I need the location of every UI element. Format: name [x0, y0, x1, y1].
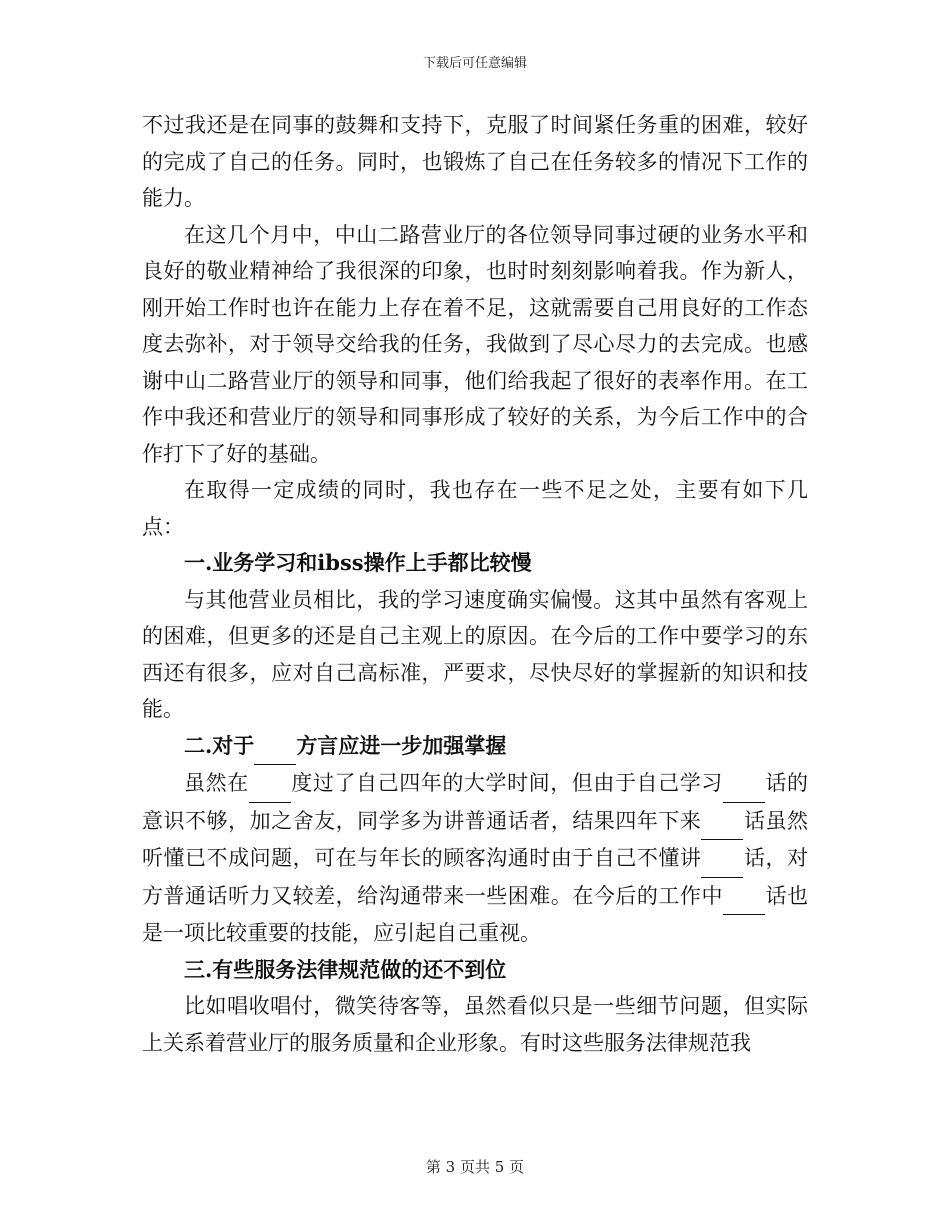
text-segment: 话虽然听懂已不成问题，可在与年长的顾客沟通时由于自己不懂讲	[142, 808, 809, 870]
paragraph-continued: 不过我还是在同事的鼓舞和支持下，克服了时间紧任务重的困难，较好的完成了自己的任务。同时，也锻炼了自己在任务较多的情况下工作的能力。	[142, 113, 808, 210]
heading-dialect	[142, 728, 808, 766]
blank-line	[723, 765, 765, 803]
text-segment: 度过了自己四年的大学时间，但由于自己学习	[290, 771, 723, 795]
heading-dialect-part1: 二.对于	[184, 732, 255, 758]
blank-line	[701, 840, 743, 878]
heading-service-norms: 三.有些服务法律规范做的还不到位	[184, 956, 507, 982]
blank-line	[723, 878, 765, 916]
document-body	[142, 107, 808, 1061]
paragraph-learning-speed: 与其他营业员相比，我的学习速度确实偏慢。这其中虽然有客观上的困难，但更多的还是自己主观上的原因。在今后的工作中要学习的东西还有很多，应对自己高标准，严要求，尽快尽好的掌握新的知识和技能。	[142, 587, 808, 721]
blank-line	[249, 765, 291, 803]
text-segment: 话也是一项比较重要的技能，应引起自己重视。	[142, 883, 809, 945]
page-footer: 第 3 页共 5 页	[425, 1158, 525, 1176]
paragraph-impression: 在这几个月中，中山二路营业厅的各位领导同事过硬的业务水平和良好的敬业精神给了我很深的印象，也时时刻刻影响着我。作为新人，刚开始工作时也许在能力上存在着不足，这就需要自己用良好的工作态度去弥补，对于领导交给我的任务，我做到了尽心尽力的去完成。也感谢中山二路营业厅的领导和同事，他们给我起了很好的表率作用。在工作中我还和营业厅的领导和同事形成了较好的关系，为今后工作中的合作打下了好的基础。	[142, 222, 808, 466]
paragraph-shortcomings-intro: 在取得一定成绩的同时，我也存在一些不足之处，主要有如下几点：	[142, 478, 808, 539]
blank-line	[254, 728, 296, 766]
heading-dialect-part2: 方言应进一步加强掌握	[296, 732, 507, 758]
paragraph-dialect	[142, 765, 808, 952]
page-header: 下载后可任意编辑	[422, 56, 527, 71]
paragraph-service-norms: 比如唱收唱付，微笑待客等，虽然看似只是一些细节问题，但实际上关系着营业厅的服务质量和企业形象。有时这些服务法律规范我	[142, 994, 808, 1055]
heading-business-learning: 一.业务学习和ibss操作上手都比较慢	[184, 550, 532, 575]
blank-line	[701, 803, 743, 841]
text-segment: 虽然在	[184, 771, 249, 795]
text-segment: 话的意识不够，加之舍友，同学多为讲普通话者，结果四年下来	[142, 771, 809, 833]
text-segment: 话，对方普通话听力又较差，给沟通带来一些困难。在今后的工作中	[142, 846, 809, 908]
